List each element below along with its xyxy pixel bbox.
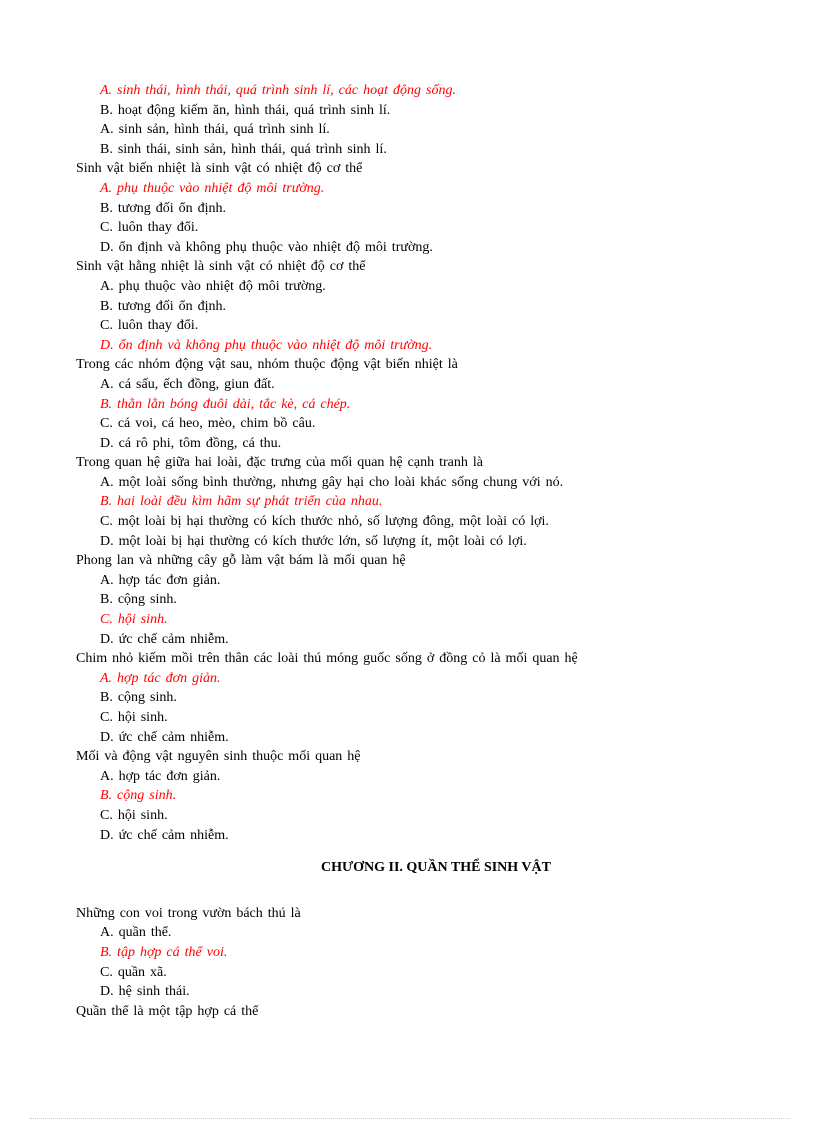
answer-option-correct: A. sinh thái, hình thái, quá trình sinh lí, các hoạt động sống. bbox=[100, 83, 456, 98]
document-content bbox=[76, 81, 776, 1021]
question-stem: Mối và động vật nguyên sinh thuộc mối quan hệ bbox=[76, 749, 361, 765]
answer-option: D. ức chế cảm nhiễm. bbox=[100, 729, 229, 745]
answer-option: B. sinh thái, sinh sản, hình thái, quá trình sinh lí. bbox=[100, 141, 387, 157]
answer-option: C. luôn thay đổi. bbox=[100, 220, 199, 236]
answer-option-correct: B. thằn lằn bóng đuôi dài, tắc kè, cá chép. bbox=[100, 396, 351, 412]
answer-option: C. quần xã. bbox=[100, 964, 167, 980]
answer-option: D. ức chế cảm nhiễm. bbox=[100, 827, 229, 843]
answer-option: A. sinh sản, hình thái, quá trình sinh lí. bbox=[100, 122, 330, 138]
heading-spacer bbox=[76, 878, 776, 904]
answer-option: A. một loài sống bình thường, nhưng gây hại cho loài khác sống chung với nó. bbox=[100, 474, 564, 490]
answer-option-correct: B. tập hợp cá thể voi. bbox=[100, 944, 228, 960]
answer-option: C. hội sinh. bbox=[100, 807, 168, 823]
question-stem: Chim nhỏ kiếm mồi trên thân các loài thú móng guốc sống ở đồng cỏ là mối quan hệ bbox=[76, 651, 578, 667]
answer-option: B. tương đối ổn định. bbox=[100, 200, 226, 216]
answer-option: A. hợp tác đơn giản. bbox=[100, 768, 221, 784]
page-bottom-rule bbox=[30, 1118, 790, 1119]
answer-option: A. cá sấu, ếch đồng, giun đất. bbox=[100, 376, 275, 392]
answer-option: B. cộng sinh. bbox=[100, 592, 177, 608]
answer-option-correct: B. cộng sinh. bbox=[100, 788, 177, 804]
question-stem: Phong lan và những cây gỗ làm vật bám là mối quan hệ bbox=[76, 553, 406, 569]
answer-option: A. hợp tác đơn giản. bbox=[100, 572, 221, 588]
chapter-ii-questions bbox=[76, 904, 776, 1022]
answer-option: A. quần thể. bbox=[100, 925, 172, 941]
answer-option: A. phụ thuộc vào nhiệt độ môi trường. bbox=[100, 278, 326, 294]
answer-option: B. cộng sinh. bbox=[100, 690, 177, 706]
answer-option-correct: B. hai loài đều kìm hãm sự phát triển của nhau. bbox=[100, 494, 383, 510]
answer-option: D. cá rô phi, tôm đồng, cá thu. bbox=[100, 435, 282, 451]
question-stem: Sinh vật hằng nhiệt là sinh vật có nhiệt độ cơ thể bbox=[76, 259, 366, 275]
answer-option: B. tương đối ổn định. bbox=[100, 298, 226, 314]
answer-option-correct: C. hội sinh. bbox=[100, 612, 168, 628]
answer-option: C. cá voi, cá heo, mèo, chim bồ câu. bbox=[100, 416, 316, 432]
question-stem: Trong các nhóm động vật sau, nhóm thuộc động vật biến nhiệt là bbox=[76, 357, 458, 373]
chapter-heading: CHƯƠNG II. QUẦN THỂ SINH VẬT bbox=[320, 860, 551, 876]
answer-option-correct: A. phụ thuộc vào nhiệt độ môi trường. bbox=[100, 180, 325, 196]
answer-option-correct: D. ổn định và không phụ thuộc vào nhiệt độ môi trường. bbox=[100, 337, 433, 353]
answer-option: B. hoạt động kiếm ăn, hình thái, quá trình sinh lí. bbox=[100, 102, 391, 118]
question-stem: Những con voi trong vườn bách thú là bbox=[76, 905, 301, 921]
answer-option: C. một loài bị hại thường có kích thước nhỏ, số lượng đông, một loài có lợi. bbox=[100, 514, 549, 530]
question-stem: Sinh vật biến nhiệt là sinh vật có nhiệt độ cơ thể bbox=[76, 161, 363, 177]
answer-option: D. một loài bị hại thường có kích thước lớn, số lượng ít, một loài có lợi. bbox=[100, 533, 527, 549]
answer-option: D. ổn định và không phụ thuộc vào nhiệt độ môi trường. bbox=[100, 239, 433, 255]
question-stem: Quần thể là một tập hợp cá thể bbox=[76, 1003, 259, 1019]
question-stem: Trong quan hệ giữa hai loài, đặc trưng của mối quan hệ cạnh tranh là bbox=[76, 455, 483, 471]
answer-option: D. ức chế cảm nhiễm. bbox=[100, 631, 229, 647]
answer-option-correct: A. hợp tác đơn giản. bbox=[100, 670, 221, 686]
answer-option: C. luôn thay đổi. bbox=[100, 318, 199, 334]
answer-option: C. hội sinh. bbox=[100, 710, 168, 725]
answer-option: D. hệ sinh thái. bbox=[100, 984, 190, 1000]
chapter-i-questions bbox=[76, 81, 776, 845]
